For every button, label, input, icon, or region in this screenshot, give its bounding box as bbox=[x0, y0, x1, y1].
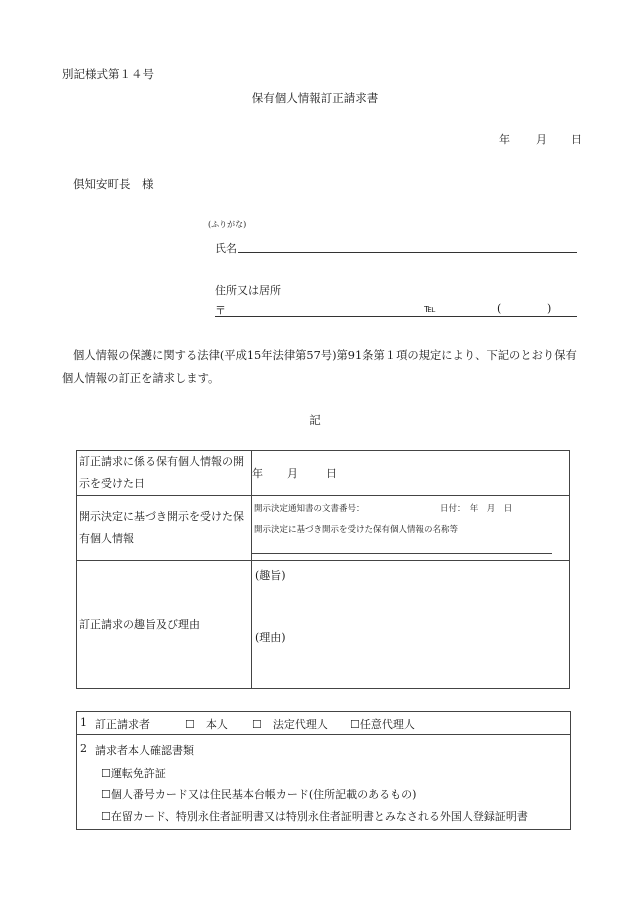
checkbox-legal-rep[interactable]: ☐ 法定代理人 bbox=[252, 718, 328, 731]
checkbox-my-number-card[interactable]: ☐個人番号カード又は住民基本台帳カード(住所記載のあるもの) bbox=[101, 788, 417, 801]
address-field[interactable] bbox=[215, 316, 577, 317]
address-label: 住所又は居所 bbox=[215, 284, 281, 297]
purpose-reason-field[interactable] bbox=[252, 561, 570, 689]
furigana-label: (ふりがな) bbox=[208, 220, 247, 229]
table-row bbox=[77, 451, 570, 496]
purpose-reason-label: 訂正請求の趣旨及び理由 bbox=[77, 561, 252, 689]
request-statement: 個人情報の保護に関する法律(平成15年法律第57号)第91条第１項の規定により、下記のとおり保有個人情報の訂正を請求します。 bbox=[62, 349, 577, 385]
table-row bbox=[77, 561, 570, 689]
postal-mark: 〒 bbox=[215, 304, 226, 317]
date-day: 日 bbox=[571, 133, 582, 146]
info-name-line bbox=[252, 553, 552, 554]
request-details-table bbox=[76, 450, 570, 689]
notice-doc-number-label: 開示決定通知書の文書番号： bbox=[254, 504, 365, 514]
ki-heading: 記 bbox=[309, 413, 321, 427]
tel-mark: ℡ bbox=[424, 302, 436, 315]
notice-date-label: 日付： 年 月 日 bbox=[440, 504, 513, 514]
disclosure-date-field[interactable] bbox=[252, 451, 570, 496]
disclosure-day: 日 bbox=[326, 467, 337, 480]
form-number: 別記様式第１４号 bbox=[62, 67, 154, 81]
addressee: 倶知安町長 様 bbox=[73, 177, 154, 191]
checkbox-self[interactable]: ☐ 本人 bbox=[185, 718, 228, 731]
requester-type-row bbox=[77, 712, 570, 735]
table-row bbox=[77, 496, 570, 561]
checkbox-residence-card[interactable]: ☐在留カード、特別永住者証明書又は特別永住者証明書とみなされる外国人登録証明書 bbox=[101, 810, 528, 823]
disclosure-date-label: 訂正請求に係る保有個人情報の開示を受けた日 bbox=[77, 451, 252, 496]
name-label: 氏名 bbox=[215, 242, 237, 255]
purpose-label: (趣旨) bbox=[255, 569, 286, 582]
date-year: 年 bbox=[499, 133, 510, 146]
name-field[interactable] bbox=[238, 252, 577, 253]
date-month: 月 bbox=[536, 133, 547, 146]
id-documents-label: 請求者本人確認書類 bbox=[95, 744, 194, 757]
checkbox-agent[interactable]: ☐任意代理人 bbox=[350, 718, 415, 731]
disclosed-info-field[interactable] bbox=[252, 496, 570, 561]
tel-paren-close: ) bbox=[547, 302, 552, 315]
disclosure-year: 年 bbox=[252, 467, 263, 480]
request-date bbox=[499, 131, 582, 147]
info-name-label: 開示決定に基づき開示を受けた保有個人情報の名称等 bbox=[254, 525, 459, 535]
item2-number: 2 bbox=[80, 742, 87, 755]
disclosed-info-label: 開示決定に基づき開示を受けた保有個人情報 bbox=[77, 496, 252, 561]
disclosure-month: 月 bbox=[287, 467, 298, 480]
tel-paren-open: ( bbox=[497, 302, 502, 315]
document-title: 保有個人情報訂正請求書 bbox=[251, 91, 379, 105]
requester-info-box bbox=[76, 711, 571, 830]
reason-label: (理由) bbox=[255, 631, 286, 644]
item1-number: 1 bbox=[80, 716, 87, 729]
checkbox-drivers-license[interactable]: ☐運転免許証 bbox=[101, 767, 166, 780]
requester-type-label: 訂正請求者 bbox=[95, 718, 150, 731]
